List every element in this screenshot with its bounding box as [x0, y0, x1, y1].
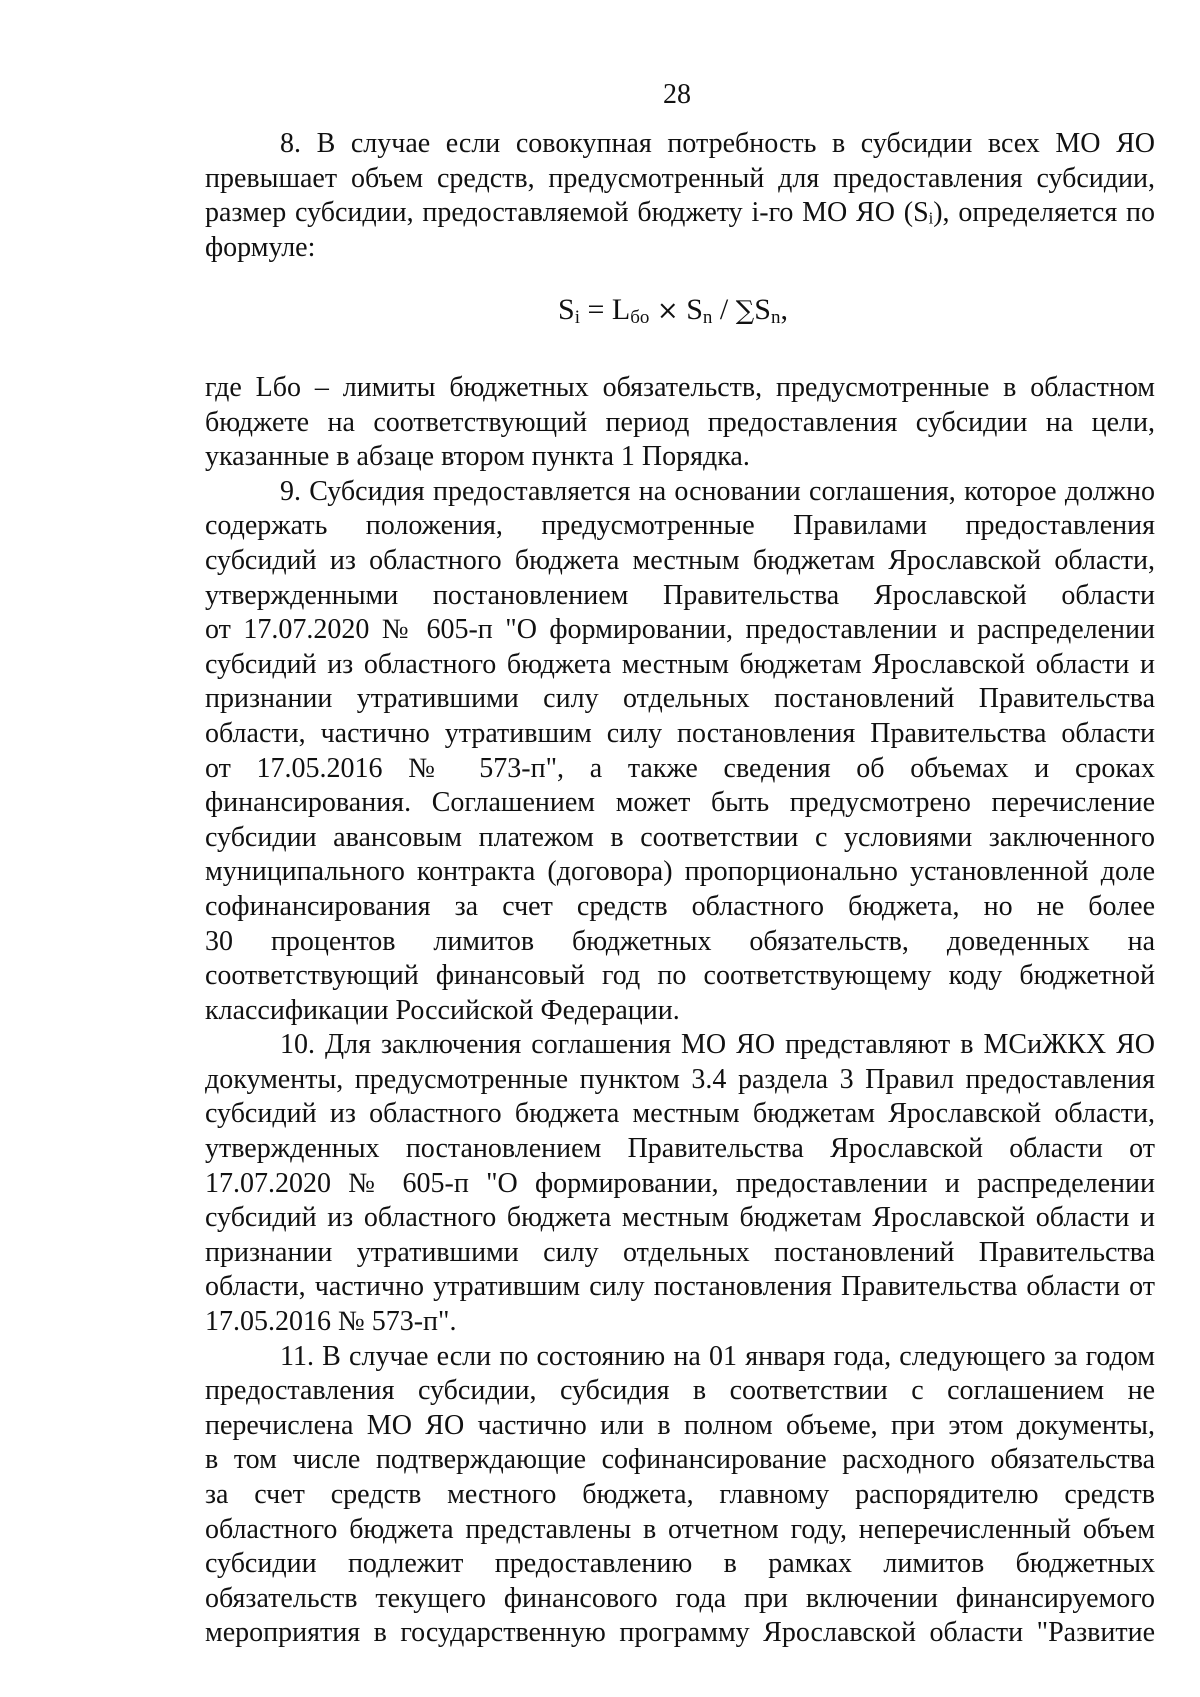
- text-line: 17.07.2020 № 605-п "О формировании, предоставлении и распределении: [205, 1167, 1155, 1199]
- text-line: от 17.05.2016 № 573-п", а также сведения об объемах и сроках: [205, 752, 1155, 784]
- text-line: 9. Субсидия предоставляется на основании соглашения, которое должно: [280, 475, 1155, 507]
- text-line: признании утратившими силу отдельных постановлений Правительства: [205, 683, 1155, 715]
- text-line: соответствующий финансовый год по соответствующему коду бюджетной: [205, 960, 1155, 992]
- text-line: 17.05.2016 № 573-п".: [205, 1306, 457, 1338]
- formula-trailing-comma: ,: [780, 293, 788, 326]
- text-line: утвержденных постановлением Правительства Ярославской области от: [205, 1133, 1155, 1165]
- formula-sum-sign: ∑: [735, 296, 755, 326]
- formula-division-sign: /: [719, 293, 729, 326]
- formula-times-sign: ×: [656, 296, 679, 326]
- formula-equals: =: [587, 293, 605, 326]
- text-line: формуле:: [205, 231, 316, 263]
- text-line: от 17.07.2020 № 605-п "О формировании, предоставлении и распределении: [205, 614, 1155, 646]
- text-line: области, частично утратившим силу постановления Правительства области от: [205, 1271, 1155, 1303]
- text-line: содержать положения, предусмотренные Правилами предоставления: [205, 510, 1155, 542]
- text-line: субсидий из областного бюджета местным бюджетам Ярославской области,: [205, 544, 1155, 576]
- text-line: классификации Российской Федерации.: [205, 994, 680, 1026]
- text-line: предоставления субсидии, субсидия в соответствии с соглашением не: [205, 1375, 1155, 1407]
- text-line: мероприятия в государственную программу Ярославской области "Развитие: [205, 1617, 1155, 1649]
- text-line: перечислена МО ЯО частично или в полном объеме, при этом документы,: [205, 1409, 1155, 1441]
- formula-lhs-subscript: i: [574, 307, 580, 328]
- text-line: субсидий из областного бюджета местным бюджетам Ярославской области и: [205, 648, 1155, 680]
- text-line: муниципального контракта (договора) пропорционально установленной доле: [205, 856, 1155, 888]
- text-line: бюджете на соответствующий период предоставления субсидии на цели,: [205, 406, 1155, 438]
- formula-limit-subscript: бо: [630, 307, 650, 328]
- text-line: обязательств текущего финансового года при включении финансируемого: [205, 1582, 1155, 1614]
- text-line: за счет средств местного бюджета, главному распорядителю средств: [205, 1479, 1155, 1510]
- text-line: субсидии авансовым платежом в соответствии с условиями заключенного: [205, 821, 1155, 853]
- text-line: в том числе подтверждающие софинансирование расходного обязательства: [205, 1444, 1155, 1476]
- text-line: 8. В случае если совокупная потребность в субсидии всех МО ЯО: [280, 128, 1155, 159]
- text-line: признании утратившими силу отдельных постановлений Правительства: [205, 1236, 1155, 1268]
- document-body: [205, 371, 1155, 1651]
- text-line: финансирования. Соглашением может быть предусмотрено перечисление: [205, 787, 1155, 819]
- page-number: 28: [663, 79, 691, 110]
- text-line: областного бюджета представлены в отчетном году, неперечисленный объем: [205, 1513, 1155, 1545]
- text-line: указанные в абзаце втором пункта 1 Порядка.: [205, 441, 750, 473]
- text-line: размер субсидии, предоставляемой бюджету i-го МО ЯО (Sᵢ), определяется по: [205, 197, 1155, 229]
- formula-lhs: S: [558, 293, 575, 326]
- formula-need-term: S: [686, 293, 703, 326]
- text-line: софинансирования за счет средств областного бюджета, но не более: [205, 890, 1155, 922]
- text-line: утвержденными постановлением Правительства Ярославской области: [205, 579, 1155, 611]
- text-line: превышает объем средств, предусмотренный для предоставления субсидии,: [205, 162, 1155, 194]
- text-line: 30 процентов лимитов бюджетных обязательств, доведенных на: [205, 925, 1155, 957]
- formula-limit-term: L: [611, 293, 631, 326]
- formula-total-need-subscript: n: [770, 307, 781, 328]
- text-line: субсидий из областного бюджета местным бюджетам Ярославской области,: [205, 1098, 1155, 1130]
- paragraph-8: [205, 127, 1155, 265]
- text-line: субсидии подлежит предоставлению в рамках лимитов бюджетных: [205, 1548, 1155, 1580]
- text-line: документы, предусмотренные пунктом 3.4 раздела 3 Правил предоставления: [205, 1063, 1155, 1095]
- text-line: 10. Для заключения соглашения МО ЯО представляют в МСиЖКХ ЯО: [280, 1029, 1155, 1061]
- text-line: где Lбо – лимиты бюджетных обязательств, предусмотренные в областном: [205, 372, 1155, 403]
- subsidy-formula: [0, 292, 1200, 329]
- text-line: субсидий из областного бюджета местным бюджетам Ярославской области и: [205, 1202, 1155, 1234]
- text-line: области, частично утратившим силу постановления Правительства области: [205, 717, 1155, 749]
- formula-total-need-term: S: [754, 293, 771, 326]
- formula-need-subscript: n: [702, 307, 713, 328]
- text-line: 11. В случае если по состоянию на 01 января года, следующего за годом: [280, 1340, 1155, 1372]
